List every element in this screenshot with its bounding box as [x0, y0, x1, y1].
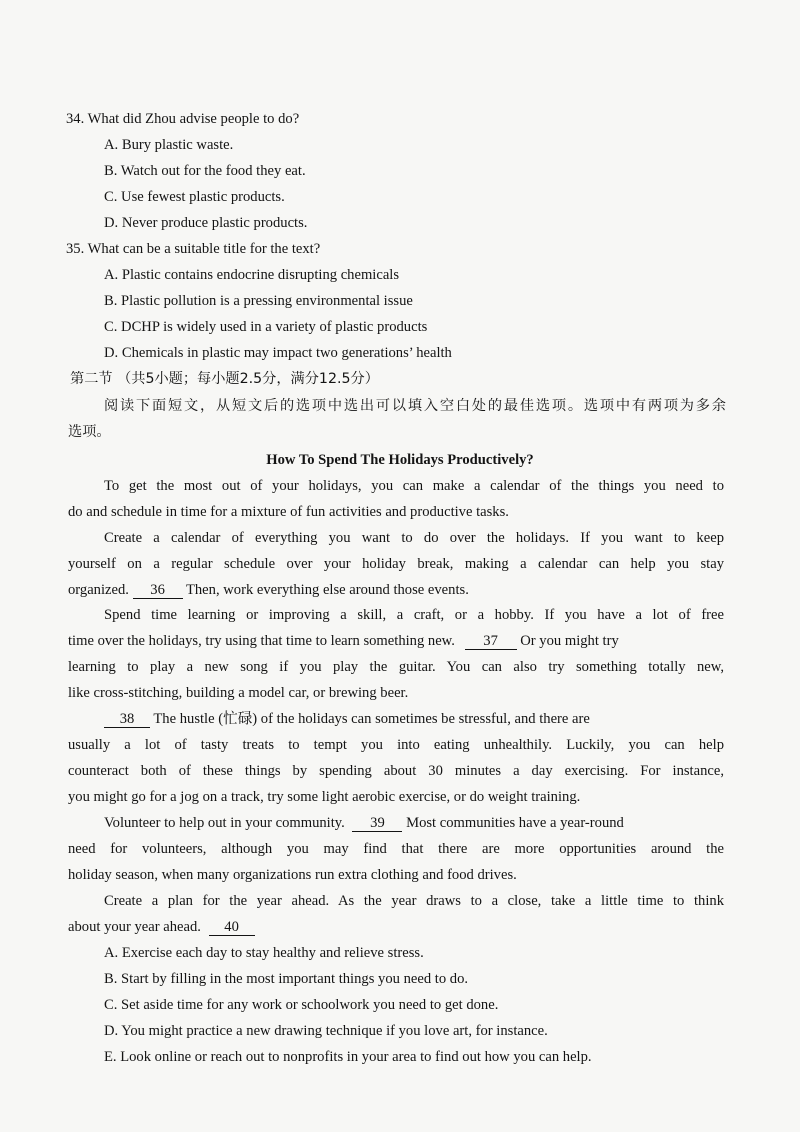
- section-heading: 第二节 （共5小题；每小题2.5分，满分12.5分）: [70, 371, 379, 387]
- answer-option-d: D. You might practice a new drawing technique if you love art, for instance.: [104, 1023, 548, 1039]
- passage-text: Or you might try: [520, 633, 619, 649]
- blank-38[interactable]: 38: [104, 711, 150, 728]
- section-instruction-cont: 选项。: [68, 424, 111, 440]
- question-35-stem: 35. What can be a suitable title for the text?: [66, 241, 321, 257]
- passage-line: yourself on a regular schedule over your holiday break, making a calendar can help you stay: [68, 556, 724, 572]
- passage-text: Then, work everything else around those events.: [185, 582, 469, 598]
- blank-39[interactable]: 39: [352, 815, 402, 832]
- passage-line: need for volunteers, although you may find that there are more opportunities around the: [68, 841, 724, 857]
- passage-line: do and schedule in time for a mixture of fun activities and productive tasks.: [68, 504, 509, 520]
- blank-36[interactable]: 36: [133, 582, 183, 599]
- passage-text: organized.: [68, 582, 129, 598]
- passage-title: How To Spend The Holidays Productively?: [266, 452, 534, 468]
- passage-line: To get the most out of your holidays, you can make a calendar of the things you need to: [104, 478, 724, 494]
- passage-line: like cross-stitching, building a model car, or brewing beer.: [68, 685, 409, 701]
- passage-line: [68, 632, 619, 650]
- question-35-option-a: A. Plastic contains endocrine disrupting chemicals: [104, 267, 400, 283]
- section-instruction: 阅读下面短文，从短文后的选项中选出可以填入空白处的最佳选项。选项中有两项为多余: [104, 398, 726, 414]
- passage-line: learning to play a new song if you play the guitar. You can also try something totally new,: [68, 659, 724, 675]
- passage-text: time over the holidays, try using that time to learn something new.: [68, 633, 455, 649]
- question-34-option-c: C. Use fewest plastic products.: [104, 189, 285, 205]
- passage-line: [104, 710, 590, 728]
- question-35-option-b: B. Plastic pollution is a pressing environmental issue: [104, 293, 413, 309]
- question-34-option-a: A. Bury plastic waste.: [104, 137, 234, 153]
- passage-line: [104, 814, 624, 832]
- blank-40[interactable]: 40: [209, 919, 255, 936]
- passage-line: [68, 581, 469, 599]
- passage-line: you might go for a jog on a track, try some light aerobic exercise, or do weight training.: [68, 789, 581, 805]
- answer-option-c: C. Set aside time for any work or schoolwork you need to get done.: [104, 997, 499, 1013]
- question-34-option-b: B. Watch out for the food they eat.: [104, 163, 306, 179]
- answer-option-a: A. Exercise each day to stay healthy and relieve stress.: [104, 945, 424, 961]
- passage-text: Volunteer to help out in your community.: [104, 815, 345, 831]
- passage-line: Create a calendar of everything you want to do over the holidays. If you want to keep: [104, 530, 724, 546]
- passage-text: The hustle (忙碌) of the holidays can sometimes be stressful, and there are: [153, 711, 590, 727]
- blank-37[interactable]: 37: [465, 633, 517, 650]
- passage-line: Create a plan for the year ahead. As the year draws to a close, take a little time to think: [104, 893, 724, 909]
- question-34-stem: 34. What did Zhou advise people to do?: [66, 111, 300, 127]
- question-34-option-d: D. Never produce plastic products.: [104, 215, 308, 231]
- passage-line: Spend time learning or improving a skill, a craft, or a hobby. If you have a lot of free: [104, 607, 724, 623]
- question-35-option-d: D. Chemicals in plastic may impact two generations’ health: [104, 345, 452, 361]
- passage-line: counteract both of these things by spending about 30 minutes a day exercising. For instance,: [68, 763, 724, 779]
- answer-option-e: E. Look online or reach out to nonprofits in your area to find out how you can help.: [104, 1049, 592, 1065]
- answer-option-b: B. Start by filling in the most important things you need to do.: [104, 971, 469, 987]
- question-35-option-c: C. DCHP is widely used in a variety of plastic products: [104, 319, 428, 335]
- passage-text: about your year ahead.: [68, 919, 201, 935]
- passage-line: holiday season, when many organizations run extra clothing and food drives.: [68, 867, 517, 883]
- passage-line: usually a lot of tasty treats to tempt you into eating unhealthily. Luckily, you can help: [68, 737, 724, 753]
- passage-text: Most communities have a year-round: [406, 815, 624, 831]
- passage-line: [68, 918, 255, 936]
